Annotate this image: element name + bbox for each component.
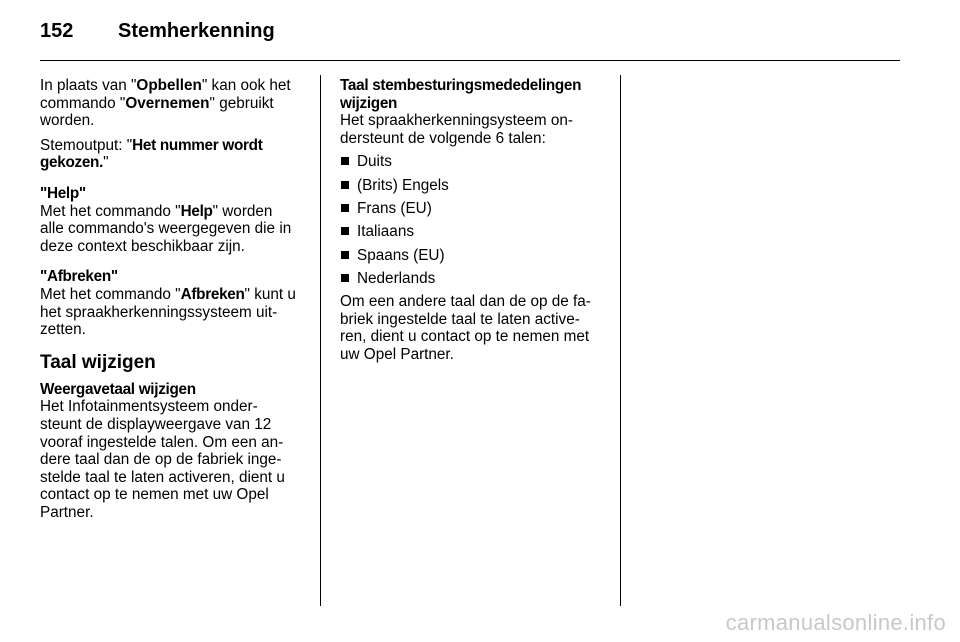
language-name: Spaans (EU) bbox=[357, 246, 445, 264]
column-left bbox=[40, 77, 312, 521]
paragraph-opbellen bbox=[40, 77, 312, 130]
list-item bbox=[340, 200, 612, 218]
text: dersteunt de volgende 6 talen: bbox=[340, 129, 546, 147]
text: commando " bbox=[40, 94, 126, 112]
text: Stemoutput: " bbox=[40, 136, 133, 154]
column-divider bbox=[620, 75, 621, 606]
language-name: Duits bbox=[357, 153, 392, 171]
voice-output-text: gekozen. bbox=[40, 154, 104, 172]
column-divider bbox=[320, 75, 321, 606]
text: het spraakherkenningssysteem uit- bbox=[40, 303, 278, 321]
text: wijzigen bbox=[340, 94, 398, 112]
command-overnemen: Overnemen bbox=[125, 94, 210, 112]
text: worden. bbox=[40, 112, 95, 130]
list-item bbox=[340, 270, 612, 288]
language-name: Frans (EU) bbox=[357, 199, 432, 217]
command-opbellen: Opbellen bbox=[136, 77, 202, 94]
text: Taal stembesturingsmededelingen bbox=[340, 77, 582, 94]
watermark: carmanualsonline.info bbox=[725, 610, 946, 635]
list-item bbox=[340, 247, 612, 265]
language-name: Italiaans bbox=[357, 223, 414, 241]
text: Om een andere taal dan de op de fa- bbox=[340, 293, 591, 311]
list-item bbox=[340, 223, 612, 241]
square-bullet-icon bbox=[341, 274, 349, 282]
square-bullet-icon bbox=[341, 227, 349, 235]
text: " kan ook het bbox=[201, 77, 291, 94]
language-name: Nederlands bbox=[357, 269, 436, 287]
paragraph-stemoutput bbox=[40, 137, 312, 172]
text: Het spraakherkenningsysteem on- bbox=[340, 112, 573, 130]
text: " bbox=[103, 154, 109, 172]
paragraph-help bbox=[40, 203, 312, 256]
text: Met het commando " bbox=[40, 202, 181, 220]
text: dere taal dan de op de fabriek inge- bbox=[40, 451, 282, 469]
heading-stembesturing bbox=[340, 77, 612, 112]
language-name: (Brits) Engels bbox=[357, 176, 449, 194]
paragraph-intro bbox=[340, 112, 612, 147]
command-afbreken: Afbreken bbox=[180, 285, 245, 303]
text: Met het commando " bbox=[40, 285, 181, 303]
header-rule bbox=[40, 60, 900, 61]
heading-help: "Help" bbox=[40, 184, 86, 202]
heading-afbreken: "Afbreken" bbox=[40, 268, 118, 286]
text: ren, dient u contact op te nemen met bbox=[340, 328, 590, 346]
text: stelde taal te laten activeren, dient u bbox=[40, 468, 285, 486]
voice-output-text: Het nummer wordt bbox=[132, 136, 263, 154]
text: briek ingestelde taal te laten active- bbox=[340, 310, 580, 328]
text: deze context beschikbaar zijn. bbox=[40, 237, 245, 255]
square-bullet-icon bbox=[341, 204, 349, 212]
page-header bbox=[40, 20, 275, 50]
text: contact op te nemen met uw Opel bbox=[40, 486, 269, 504]
text: alle commando's weergegeven die in bbox=[40, 220, 292, 238]
column-middle bbox=[340, 77, 612, 363]
square-bullet-icon bbox=[341, 181, 349, 189]
language-list bbox=[340, 153, 612, 287]
square-bullet-icon bbox=[341, 157, 349, 165]
text: " gebruikt bbox=[209, 94, 274, 112]
text: vooraf ingestelde talen. Om een an- bbox=[40, 433, 284, 451]
text: Het Infotainmentsysteem onder- bbox=[40, 398, 258, 416]
text: In plaats van " bbox=[40, 77, 137, 94]
text: steunt de displayweergave van 12 bbox=[40, 415, 272, 433]
text: " kunt u bbox=[244, 285, 296, 303]
paragraph-afbreken bbox=[40, 286, 312, 339]
paragraph-outro bbox=[340, 293, 612, 363]
square-bullet-icon bbox=[341, 251, 349, 259]
list-item bbox=[340, 153, 612, 171]
command-help: Help bbox=[180, 202, 213, 220]
text: " worden bbox=[212, 202, 273, 220]
page-number: 152 bbox=[40, 20, 74, 42]
heading-weergavetaal: Weergavetaal wijzigen bbox=[40, 380, 196, 398]
text: uw Opel Partner. bbox=[340, 345, 454, 363]
page-title: Stemherkenning bbox=[118, 20, 275, 42]
section-title: Taal wijzigen bbox=[40, 351, 156, 373]
text: zetten. bbox=[40, 321, 86, 339]
paragraph-weergavetaal bbox=[40, 398, 312, 521]
list-item bbox=[340, 177, 612, 195]
text: Partner. bbox=[40, 503, 94, 521]
